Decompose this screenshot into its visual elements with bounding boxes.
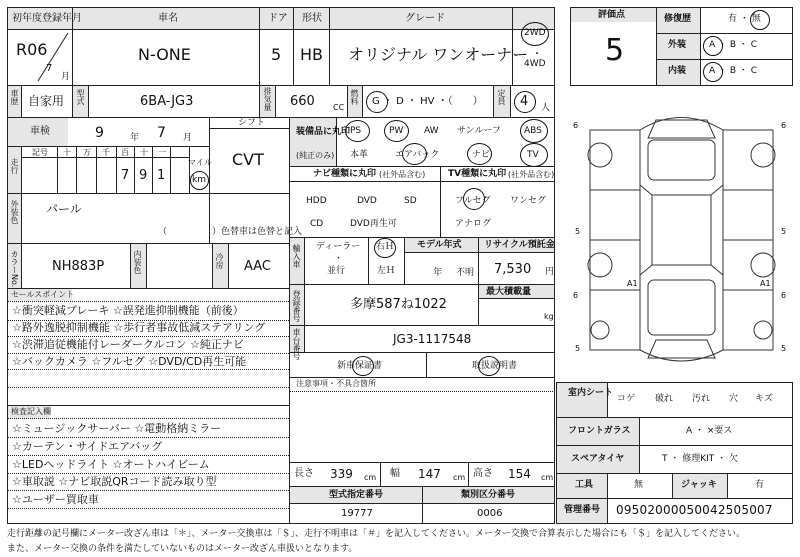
seat-item-burn: コゲ	[617, 394, 636, 404]
model-year-label: モデル年式	[417, 240, 462, 250]
reg-number-label: 登録番号	[292, 290, 301, 322]
notes-label: 注意事項・不具合箇所	[296, 379, 376, 388]
mark-5: 5	[575, 344, 581, 353]
footer-note-2: また、メーター交換の条件を満たしていないものはメーター改ざん車扱いとなります。	[7, 544, 358, 554]
inspector-note-line: ☆LEDヘッドライト ☆オートハイビーム	[12, 458, 210, 471]
equip-aw: AW	[424, 126, 439, 136]
interior-color-label: 内装色	[133, 250, 142, 274]
mark-6: 6	[781, 291, 787, 300]
windshield-label: フロントガラス	[568, 426, 631, 436]
sales-point-line: ☆バックカメラ ☆フルセグ ☆DVD/CD再生可能	[12, 355, 247, 368]
score-value: 5	[605, 33, 625, 68]
digit-5: 1	[157, 168, 166, 183]
exterior-grade-options: A ・ B ・ C	[709, 40, 758, 50]
score-label: 評価点	[598, 10, 626, 20]
model-year-unit: 年	[433, 268, 443, 278]
capacity-value: 4	[520, 94, 529, 109]
mark-a1: A1	[760, 279, 771, 288]
mark-6: 6	[573, 121, 579, 130]
use-label: 車歴	[10, 89, 19, 105]
displacement-value: 660	[290, 94, 315, 109]
import-dealer: ディーラー	[316, 242, 361, 252]
digit-4: 9	[139, 168, 148, 183]
length-unit: cm	[364, 473, 377, 482]
repair-history-options: 有 ・ 無	[728, 14, 761, 24]
spare-tire-label: スペアタイヤ	[571, 454, 625, 464]
interior-grade-options: A ・ B ・ C	[709, 66, 758, 76]
type-approval-value: 19777	[341, 508, 373, 519]
grade: オリジナル ワンオーナー	[348, 45, 529, 64]
repaint-note: （ ）色替車は色替と記入	[158, 227, 303, 237]
equip-sunroof: サンルーフ	[457, 126, 501, 136]
equip-tv: TV	[527, 150, 539, 160]
sales-point-line: ☆衝突軽減ブレーキ ☆誤発進抑制機能（前後）	[12, 304, 244, 317]
first-reg-month: 7	[46, 63, 53, 74]
nav-hdd: HDD	[306, 196, 327, 206]
mile-label: マイル	[188, 158, 212, 167]
equip-ps: PS	[350, 126, 362, 136]
fuel-label: 燃料	[350, 89, 359, 105]
owner-manual: 取扱説明書	[472, 361, 518, 371]
length-value: 339	[330, 467, 353, 481]
windshield-options: A ・ ×要ス	[686, 426, 733, 436]
mileage-label: 走行	[10, 158, 19, 174]
inspector-note-line: ☆ミュージックサーバー ☆電動格納ミラー	[12, 422, 222, 435]
tv-oneseg: ワンセグ	[510, 196, 547, 206]
door-label: ドア	[268, 13, 288, 24]
cc-unit: CC	[333, 103, 345, 112]
width-unit: cm	[453, 473, 466, 482]
equipment-sublabel: (純正のみ)	[296, 151, 335, 160]
class-label: 類別区分番号	[461, 490, 516, 500]
shift-label: シフト	[238, 118, 266, 128]
sales-point-line: ☆渋滞追従機能付レーダークルコン ☆純正ナビ	[12, 338, 244, 351]
height-value: 154	[508, 467, 531, 481]
steering-right: 右Ｈ	[376, 242, 395, 252]
model-value: 6BA-JG3	[140, 94, 194, 109]
seat-item-tear: 破れ	[655, 394, 674, 404]
inspection-month: 7	[157, 125, 166, 141]
seat-item-scratch: キズ	[755, 394, 773, 404]
spare-tire-options: T ・ 修理KIT ・ 欠	[662, 454, 738, 464]
mileage-code-label: 記号	[32, 148, 48, 157]
tv-type-sub: (社外品含む)	[508, 170, 555, 179]
seat-label: 室内シート	[568, 388, 614, 398]
mark-a1: A1	[627, 279, 638, 288]
inspection-year-unit: 年	[130, 133, 140, 143]
ac-label: 冷房	[215, 253, 224, 269]
recycle-amount: 7,530	[494, 262, 532, 277]
grade-label: グレード	[405, 13, 445, 24]
mark-5: 5	[781, 344, 787, 353]
tools-label: 工具	[575, 480, 594, 490]
seat-item-hole: 穴	[729, 394, 739, 404]
equipment-label: 装備品に丸印	[296, 127, 351, 137]
color-no-label: カラーNo.	[10, 250, 19, 288]
tools-value: 無	[634, 480, 644, 490]
mark-6: 6	[781, 121, 787, 130]
drive-4wd: 4WD	[524, 59, 546, 69]
ac-value: AAC	[244, 259, 271, 274]
repair-history-label: 修復歴	[664, 14, 692, 24]
exterior-color-label: 外装色	[10, 200, 19, 224]
km-label: km	[192, 175, 206, 185]
door-count: 5	[271, 45, 282, 64]
mgmt-no-value: 0950200005004250500​7	[616, 503, 773, 517]
inspection-month-unit: 月	[183, 133, 193, 143]
length-label: 長さ	[294, 468, 314, 479]
inspector-note-line: ☆カーテン・サイドエアバッグ	[12, 440, 163, 453]
equip-abs: ABS	[524, 126, 542, 136]
sales-points-label: セールスポイント	[11, 290, 75, 299]
yen-unit: 円	[545, 267, 555, 277]
mark-5: 5	[575, 227, 581, 236]
nav-cd: CD	[310, 219, 324, 229]
tv-analog: アナログ	[455, 219, 492, 229]
use-value: 自家用	[28, 94, 65, 108]
class-value: 0006	[477, 508, 503, 519]
capacity-label: 定員	[497, 89, 506, 105]
footer-note-1: 走行距離の記号欄にメーター改ざん車は「＊」、メーター交換車は「＄」、走行不明車は「＃」を記入してください。メーター交換で合算表示した場合にも「＄」を記入してください。	[7, 529, 746, 539]
width-label: 幅	[390, 468, 400, 479]
inspector-notes-label: 検査記入欄	[11, 407, 51, 416]
color-no-value: NH883P	[52, 259, 105, 274]
digit-label-0: 十	[63, 148, 71, 157]
chassis-number: JG3-1117548	[393, 332, 472, 346]
mark-5: 5	[781, 227, 787, 236]
nav-sd: SD	[404, 196, 417, 206]
digit-label-3: 百	[121, 148, 129, 157]
import-parallel: 並行	[327, 266, 346, 276]
seat-item-stain: 汚れ	[692, 394, 711, 404]
height-unit: cm	[541, 473, 554, 482]
exterior-color-value: パール	[46, 202, 82, 216]
car-name: N-ONE	[138, 45, 191, 64]
fuel-options: G ・ D ・ HV ・（ ）	[372, 96, 483, 107]
first-reg-year: R06	[16, 40, 48, 59]
digit-label-1: 万	[83, 148, 91, 157]
car-body-diagram	[570, 100, 793, 370]
nav-dvd: DVD	[357, 196, 377, 206]
width-value: 147	[418, 467, 441, 481]
inspection-label: 車検	[30, 126, 50, 137]
body-shape: HB	[300, 45, 324, 64]
nav-type-label: ナビ種類に丸印	[313, 169, 377, 179]
inspector-note-line: ☆ユーザー買取車	[12, 493, 99, 506]
type-approval-label: 型式指定番号	[329, 490, 384, 500]
mark-6: 6	[573, 291, 579, 300]
recycle-label: リサイクル預託金	[484, 240, 555, 250]
first-reg-month-unit: 月	[61, 72, 71, 82]
equip-pw: PW	[389, 126, 404, 136]
first-reg-label: 初年度登録年月	[12, 13, 82, 24]
tv-type-label: TV種類に丸印	[448, 169, 507, 179]
drive-2wd: 2WD	[524, 28, 546, 38]
reg-number: 多摩587ね1022	[350, 297, 447, 312]
displacement-label: 排気量	[263, 87, 272, 111]
digit-label-5: 一	[158, 148, 166, 157]
car-name-label: 車名	[158, 13, 178, 24]
sales-point-line: ☆路外逸脱抑制機能 ☆歩行者事故低減ステアリング	[12, 321, 266, 334]
shift-value: CVT	[232, 150, 264, 169]
import-label: 輸入車	[292, 244, 301, 268]
interior-grade-label: 内装	[668, 66, 687, 76]
inspection-year: 9	[95, 125, 104, 141]
jack-label: ジャッキ	[681, 480, 717, 490]
exterior-grade-label: 外装	[668, 40, 687, 50]
steering-left: 左Ｈ	[377, 266, 396, 276]
nav-dvd-play: DVD再生可	[350, 219, 397, 229]
equip-nav: ナビ	[472, 150, 491, 160]
height-label: 高さ	[473, 468, 493, 479]
digit-3: 7	[121, 168, 130, 183]
capacity-unit: 人	[541, 103, 551, 113]
chassis-label: 車台番号	[292, 328, 301, 360]
equip-leather: 本革	[350, 150, 369, 160]
equip-airbag: エアバック	[395, 150, 440, 160]
digit-label-4: 十	[140, 148, 148, 157]
new-warranty: 新車保証書	[337, 361, 383, 371]
model-year-unknown: 不明	[456, 268, 475, 278]
inspector-note-line: ☆車取説 ☆ナビ取説QRコード読み取り型	[12, 475, 217, 488]
max-load-label: 最大積載量	[486, 287, 532, 297]
tv-fullseg: フルセグ	[455, 196, 491, 206]
model-label: 型式	[76, 89, 85, 105]
digit-label-2: 千	[102, 148, 110, 157]
shape-label: 形状	[302, 13, 322, 24]
jack-value: 有	[755, 480, 765, 490]
kg-unit: kg	[544, 312, 554, 321]
mgmt-no-label: 管理番号	[564, 505, 601, 515]
nav-type-sub: (社外品含む)	[379, 170, 426, 179]
